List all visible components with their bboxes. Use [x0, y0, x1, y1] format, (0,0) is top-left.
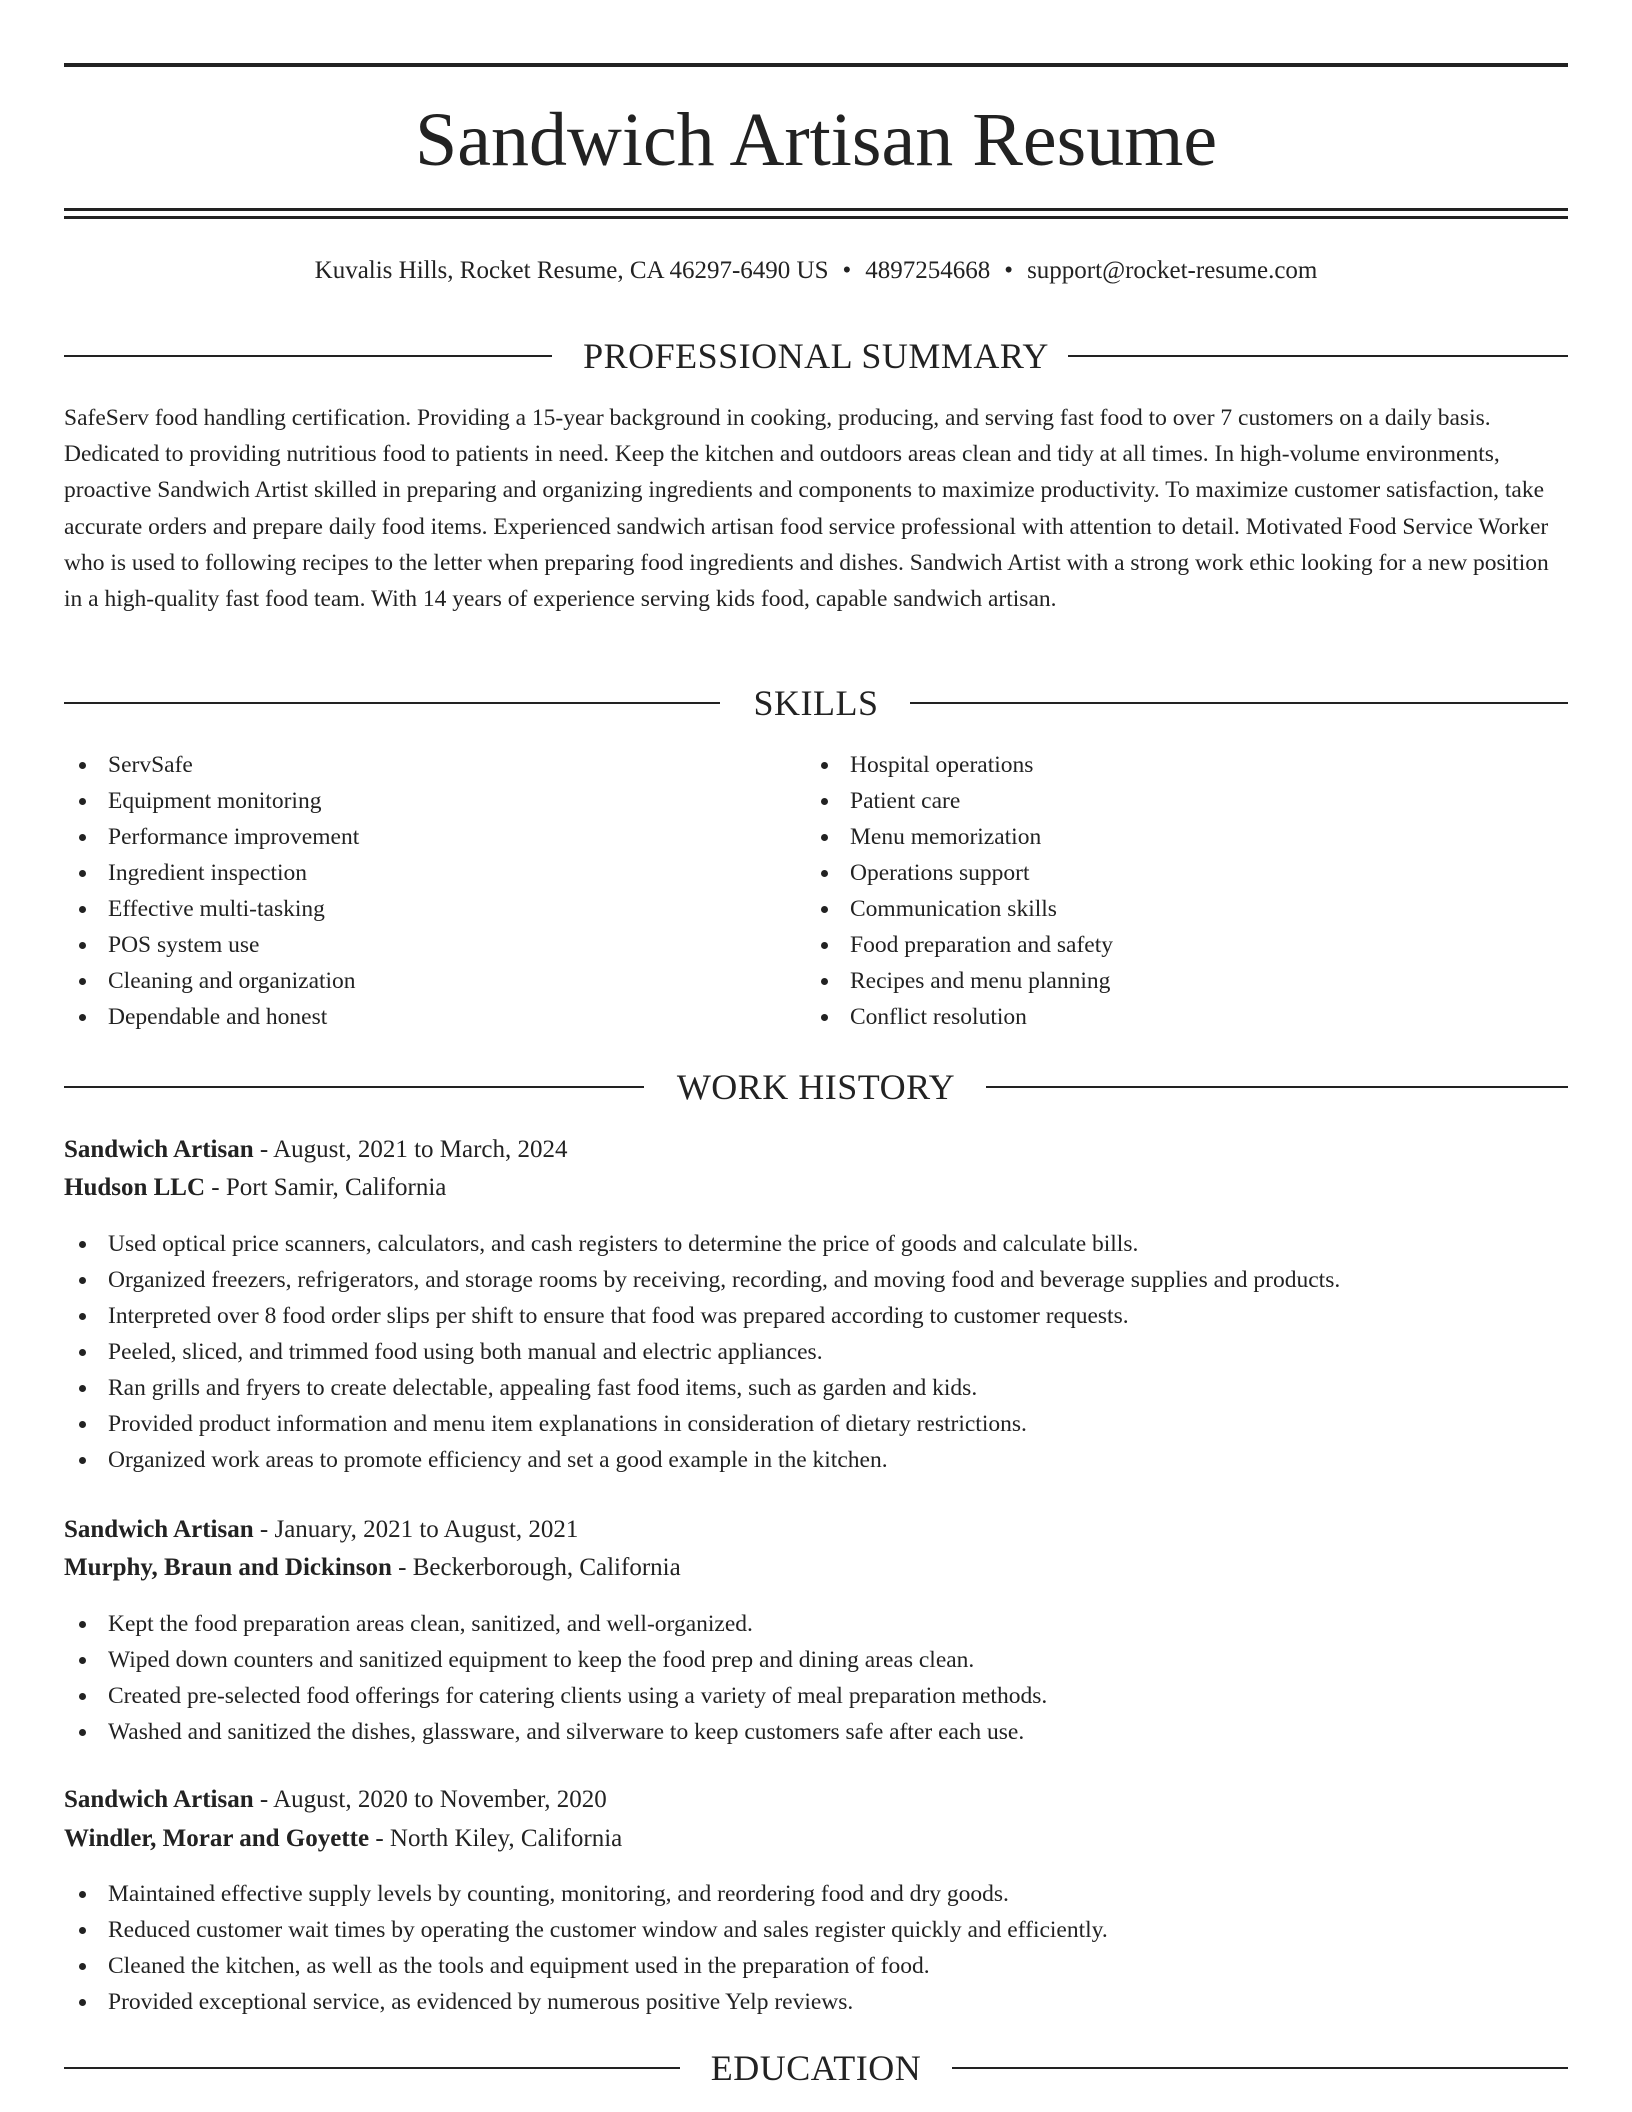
job-duty-item: Maintained effective supply levels by counting, monitoring, and reordering food and dry goods. [64, 1876, 1568, 1912]
skill-item: Operations support [806, 855, 1506, 891]
job-title-line [64, 1131, 1568, 1169]
job-dates: - January, 2021 to August, 2021 [253, 1516, 579, 1543]
section-rule-right [910, 702, 1568, 704]
section-rule-right [986, 1086, 1568, 1088]
job-duties-list [64, 1606, 1568, 1750]
job-location: - Beckerborough, California [391, 1554, 681, 1581]
section-title-education: EDUCATION [710, 2048, 922, 2088]
job-duty-item: Provided exceptional service, as evidenced by numerous positive Yelp reviews. [64, 1984, 1568, 2020]
section-title-skills: SKILLS [753, 683, 879, 723]
job-company-line [64, 1820, 1568, 1858]
section-rule-right [952, 2067, 1568, 2069]
job-company: Hudson LLC [64, 1174, 206, 1201]
skill-item: Equipment monitoring [64, 783, 764, 819]
job-title: Sandwich Artisan [64, 1516, 254, 1543]
section-header-work-history [64, 1065, 1568, 1109]
skills-list-left [64, 747, 764, 1035]
contact-separator: • [842, 257, 852, 284]
skill-item: Conflict resolution [806, 999, 1506, 1035]
job-duty-item: Ran grills and fryers to create delectable, appealing fast food items, such as garden and kids. [64, 1370, 1568, 1406]
contact-email[interactable]: support@rocket-resume.com [1027, 257, 1318, 284]
skill-item: Hospital operations [806, 747, 1506, 783]
title-rule-lower [64, 216, 1568, 219]
job-duty-item: Kept the food preparation areas clean, sanitized, and well-organized. [64, 1606, 1568, 1642]
skill-item: Cleaning and organization [64, 963, 764, 999]
job-title-line [64, 1511, 1568, 1549]
job-location: - North Kiley, California [369, 1825, 623, 1852]
contact-separator: • [1004, 257, 1014, 284]
contact-address: Kuvalis Hills, Rocket Resume, CA 46297-6490 US [314, 257, 829, 284]
job-title-line [64, 1781, 1568, 1819]
title-rule-upper [64, 208, 1568, 211]
section-header-skills [64, 681, 1568, 725]
skill-item: Performance improvement [64, 819, 764, 855]
top-rule [64, 63, 1568, 67]
skill-item: Communication skills [806, 891, 1506, 927]
job-duty-item: Organized freezers, refrigerators, and storage rooms by receiving, recording, and moving food and beverage supplies and products. [64, 1262, 1568, 1298]
job-company-line [64, 1169, 1568, 1207]
job-title: Sandwich Artisan [64, 1136, 254, 1163]
job-company: Windler, Morar and Goyette [64, 1825, 370, 1852]
job-title: Sandwich Artisan [64, 1786, 254, 1813]
section-title-work-history: WORK HISTORY [676, 1067, 956, 1107]
skills-list-right [806, 747, 1506, 1035]
job-duty-item: Peeled, sliced, and trimmed food using both manual and electric appliances. [64, 1334, 1568, 1370]
skill-item: Ingredient inspection [64, 855, 764, 891]
skill-item: POS system use [64, 927, 764, 963]
job-duty-item: Created pre-selected food offerings for catering clients using a variety of meal preparation methods. [64, 1678, 1568, 1714]
job-duty-item: Provided product information and menu item explanations in consideration of dietary restrictions. [64, 1406, 1568, 1442]
skill-item: Dependable and honest [64, 999, 764, 1035]
job-duty-item: Washed and sanitized the dishes, glassware, and silverware to keep customers safe after each use. [64, 1714, 1568, 1750]
summary-text: SafeServ food handling certification. Providing a 15-year background in cooking, producing, and serving fast food to over 7 customers on a daily basis. Dedicated to providing nutritious food to patients in need. Keep the kitchen and outdoors areas clean and tidy at all times. In high-volume environments, proactive Sandwich Artist skilled in preparing and organizing ingredients and components to maximize productivity. To maximize customer satisfaction, take accurate orders and prepare daily food items. Experienced sandwich artisan food service professional with attention to detail. Motivated Food Service Worker who is used to following recipes to the letter when preparing food ingredients and dishes. Sandwich Artist with a strong work ethic looking for a new position in a high-quality fast food team. With 14 years of experience serving kids food, capable sandwich artisan. [64, 405, 1549, 613]
job-company-line [64, 1549, 1568, 1587]
skill-item: ServSafe [64, 747, 764, 783]
skill-item: Menu memorization [806, 819, 1506, 855]
skill-item: Patient care [806, 783, 1506, 819]
skill-item: Food preparation and safety [806, 927, 1506, 963]
skill-item: Recipes and menu planning [806, 963, 1506, 999]
page-title: Sandwich Artisan Resume [414, 98, 1218, 182]
section-header-summary [64, 334, 1568, 378]
job-duty-item: Wiped down counters and sanitized equipment to keep the food prep and dining areas clean. [64, 1642, 1568, 1678]
skill-item: Effective multi-tasking [64, 891, 764, 927]
job-location: - Port Samir, California [205, 1174, 447, 1201]
job-duty-item: Organized work areas to promote efficiency and set a good example in the kitchen. [64, 1442, 1568, 1478]
job-duty-item: Reduced customer wait times by operating the customer window and sales register quickly and efficiently. [64, 1912, 1568, 1948]
contact-line [64, 254, 1568, 288]
job-duties-list [64, 1226, 1568, 1478]
job-company: Murphy, Braun and Dickinson [64, 1554, 392, 1581]
section-header-education [64, 2046, 1568, 2090]
job-duty-item: Interpreted over 8 food order slips per shift to ensure that food was prepared according to customer requests. [64, 1298, 1568, 1334]
job-dates: - August, 2021 to March, 2024 [253, 1136, 568, 1163]
contact-phone: 4897254668 [865, 257, 991, 284]
job-duty-item: Used optical price scanners, calculators, and cash registers to determine the price of goods and calculate bills. [64, 1226, 1568, 1262]
job-dates: - August, 2020 to November, 2020 [253, 1786, 607, 1813]
section-rule-right [1068, 355, 1568, 357]
job-duties-list [64, 1876, 1568, 2020]
section-title-summary: PROFESSIONAL SUMMARY [583, 336, 1049, 376]
job-duty-item: Cleaned the kitchen, as well as the tools and equipment used in the preparation of food. [64, 1948, 1568, 1984]
